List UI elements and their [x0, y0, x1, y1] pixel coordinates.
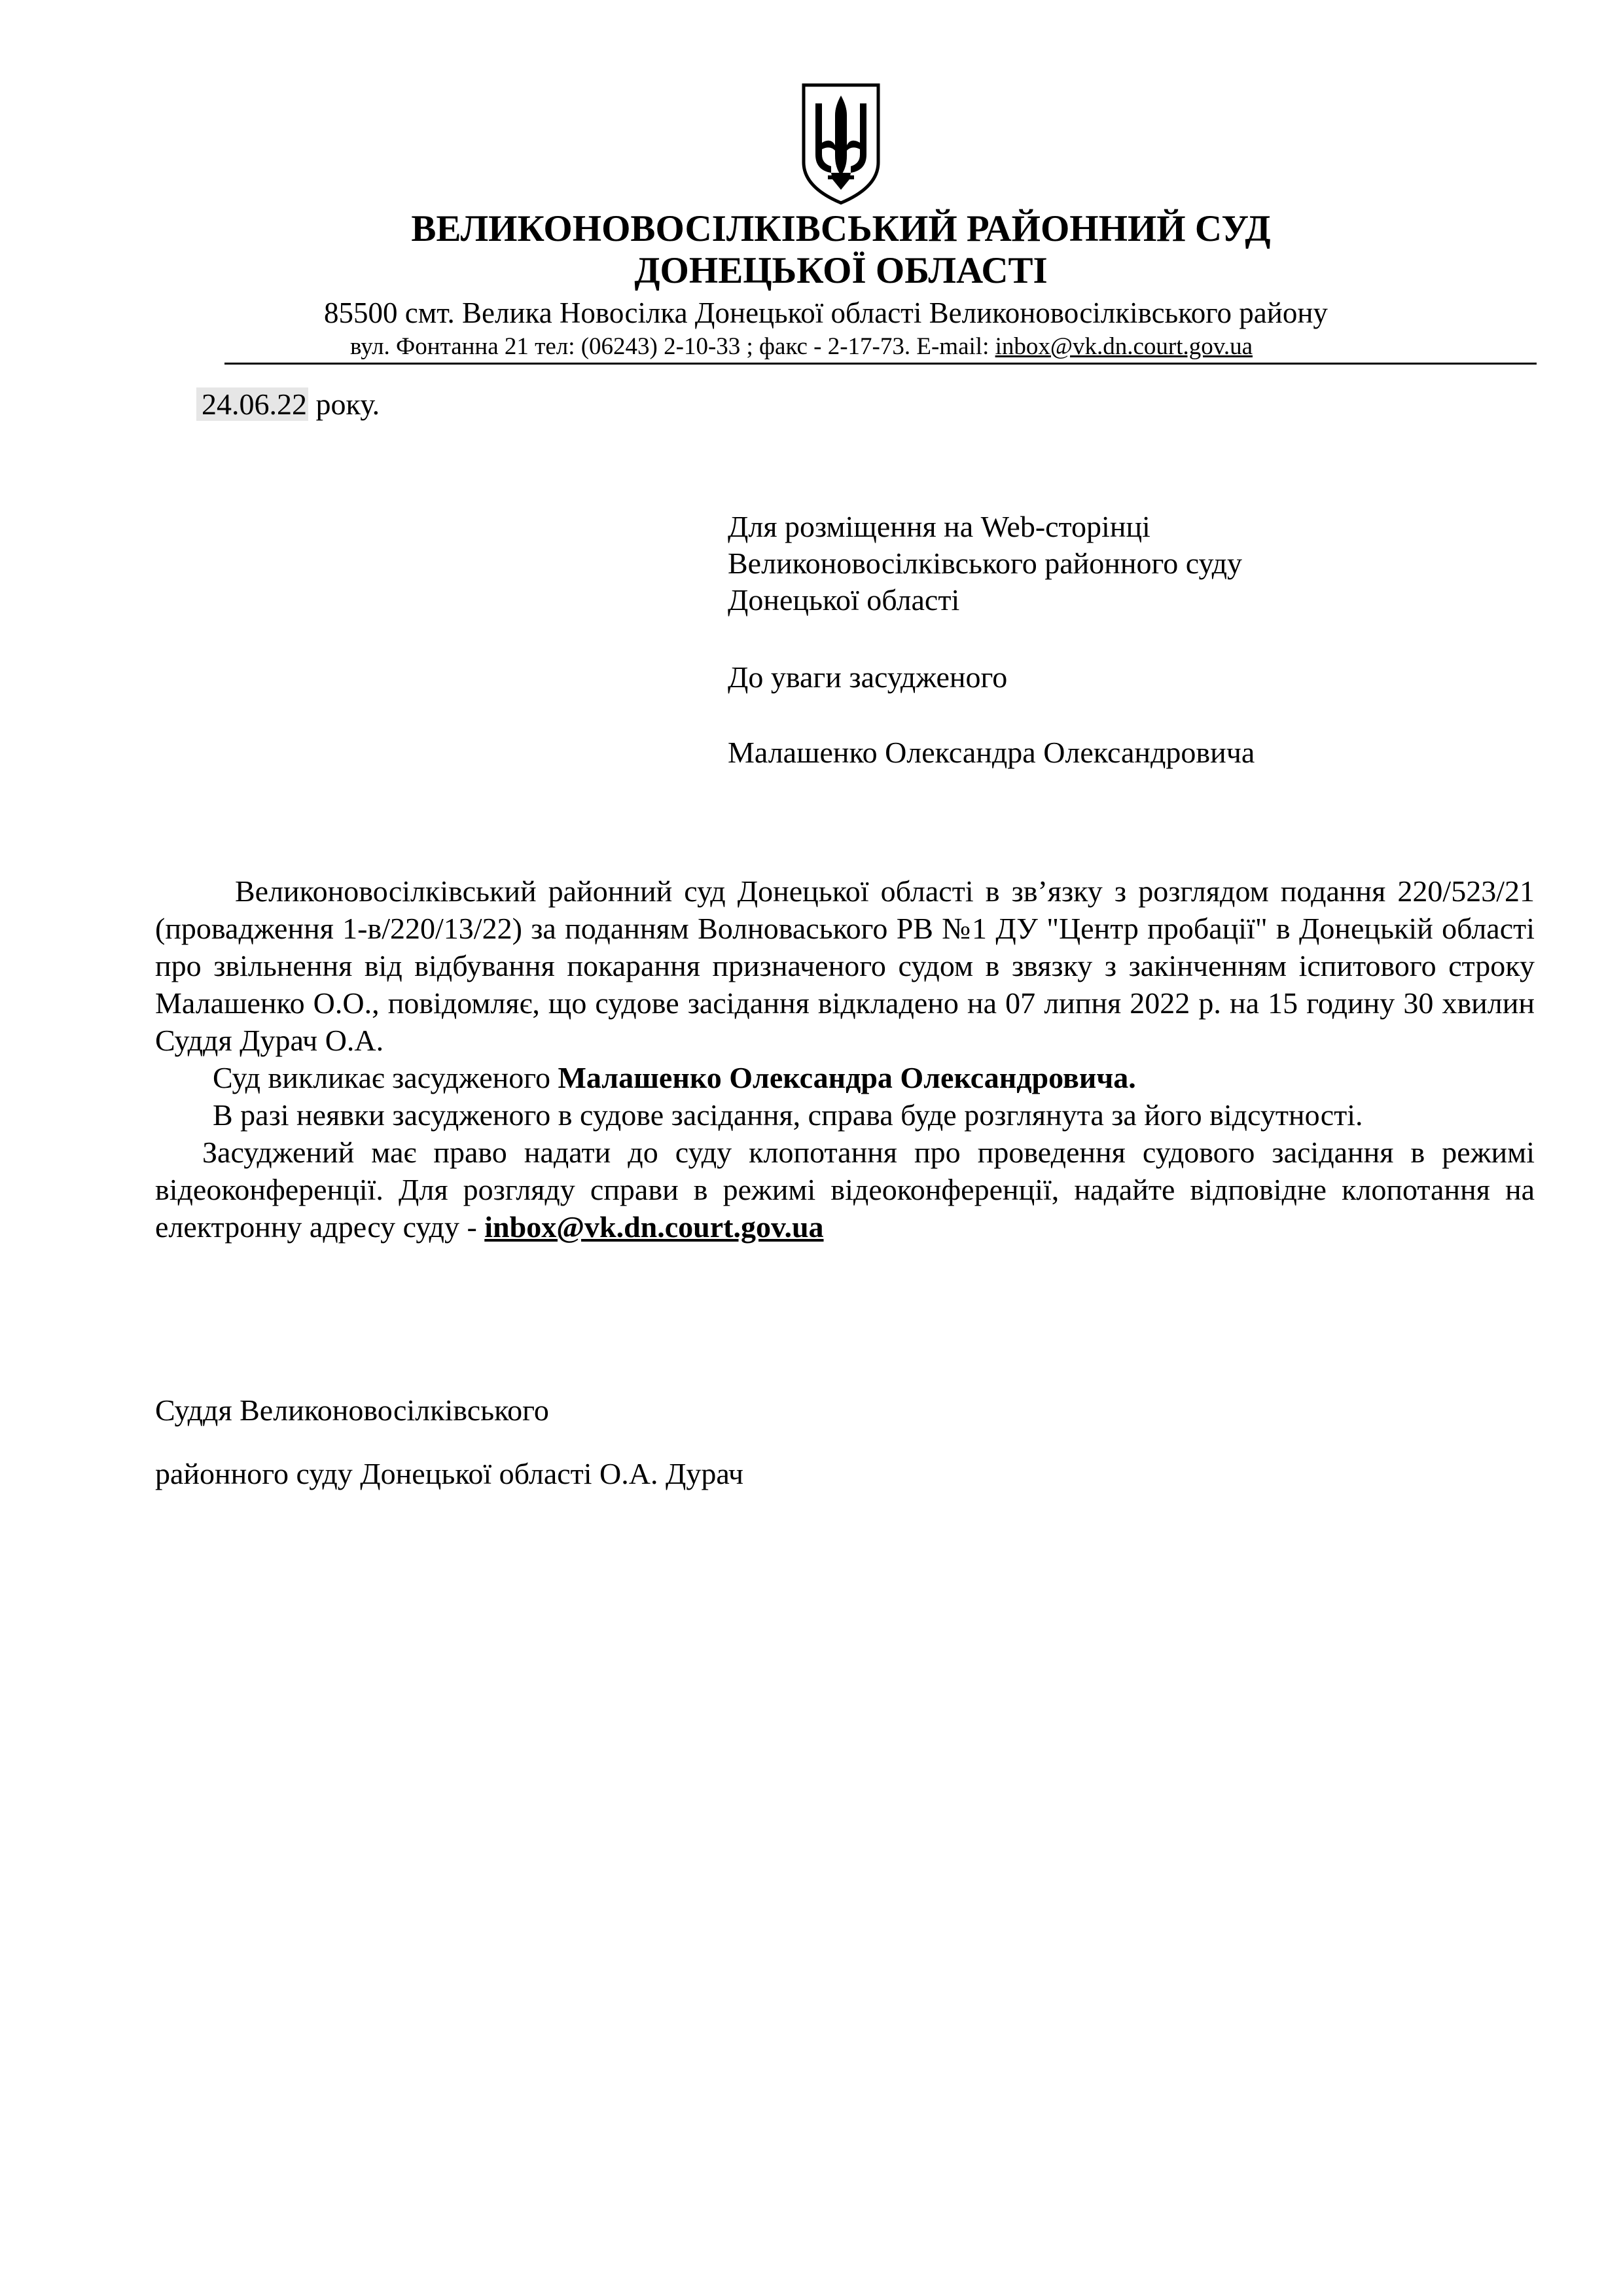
recipient-line2: Великоновосілківського районного суду	[728, 547, 1243, 580]
trident-icon	[792, 77, 890, 208]
document-date	[196, 386, 380, 423]
header-divider	[224, 363, 1537, 365]
body-paragraph-3: В разі неявки засудженого в судове засідання, справа буде розглянута за його відсутності.	[213, 1098, 1363, 1132]
court-address-line2	[350, 332, 1253, 361]
recipient-line1: Для розміщення на Web-сторінці	[728, 510, 1150, 543]
court-contacts: вул. Фонтанна 21 тел: (06243) 2-10-33 ; факс - 2-17-73. E-mail:	[350, 333, 995, 360]
date-value: 24.06.22	[196, 387, 308, 421]
videoconference-text: Засуджений має право надати до суду клопотання про проведення судового засідання в режимі відеоконференції. Для розгляду справи в режимі відеоконференції, надайте відповідне клопотання на електронну адресу суду -	[155, 1136, 1535, 1244]
convict-name-bold: Малашенко Олександра Олександровича.	[558, 1061, 1136, 1094]
body-paragraph-4	[155, 1134, 1535, 1246]
body-paragraph-2	[155, 1059, 1535, 1096]
recipient-line3: Донецької області	[728, 583, 960, 617]
summons-text: Суд викликає засудженого	[213, 1061, 558, 1094]
body-paragraph-1: Великоновосілківський районний суд Донецької області в зв’язку з розглядом подання 220/523/21 (провадження 1-в/220/13/22) за поданням Волноваського РВ №1 ДУ "Центр пробації" в Донецькій області про звільнення від відбування покарання призначеного судом в звязку з закінченням іспитового строку Малашенко О.О., повідомляє, що судове засідання відкладено на 07 липня 2022 р. на 15 годину 30 хвилин Суддя Дурач О.А.	[155, 874, 1535, 1057]
body-email-link[interactable]: inbox@vk.dn.court.gov.ua	[484, 1210, 824, 1244]
court-name-line2: ДОНЕЦЬКОЇ ОБЛАСТІ	[634, 250, 1048, 291]
court-name-line1: ВЕЛИКОНОВОСІЛКІВСЬКИЙ РАЙОННИЙ СУД	[411, 208, 1271, 249]
recipient-attention: До уваги засудженого	[728, 660, 1008, 694]
notice-body	[155, 872, 1535, 1246]
signature-line1: Суддя Великоновосілківського	[155, 1393, 549, 1427]
court-email-link[interactable]: inbox@vk.dn.court.gov.ua	[995, 333, 1253, 360]
signature-line2: районного суду Донецької області О.А. Дурач	[155, 1457, 744, 1490]
recipient-name: Малашенко Олександра Олександровича	[728, 736, 1255, 769]
court-address-line1: 85500 смт. Велика Новосілка Донецької області Великоновосілківського району	[324, 296, 1328, 329]
date-suffix: року.	[308, 387, 380, 421]
